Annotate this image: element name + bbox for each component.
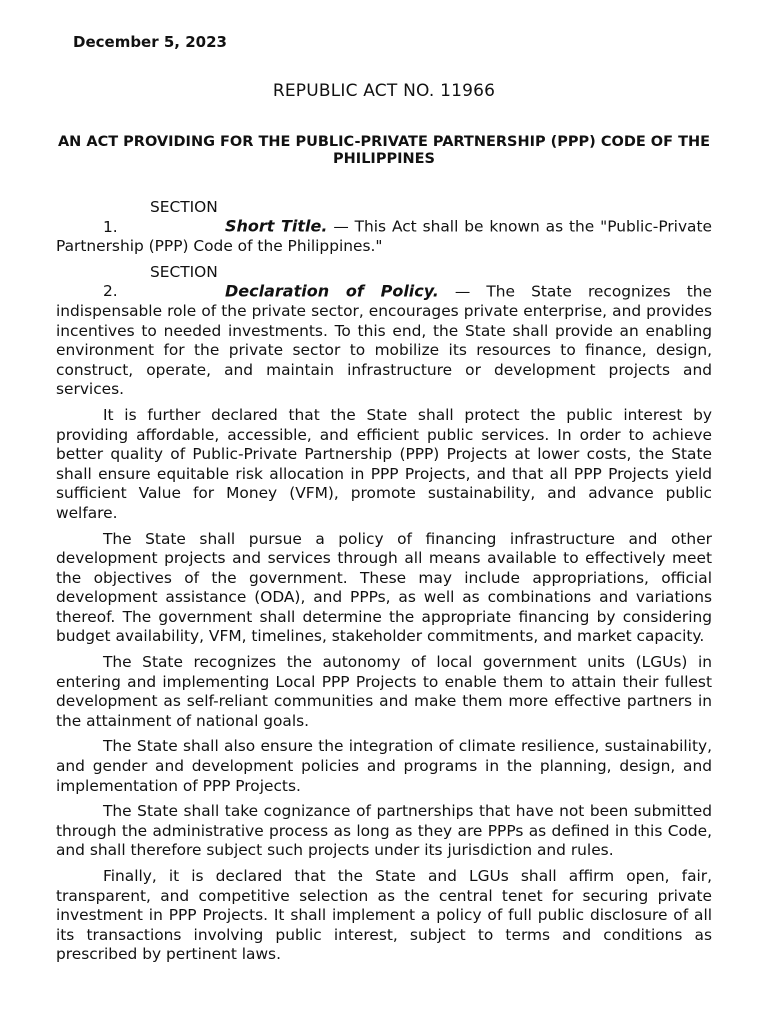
act-number: REPUBLIC ACT NO. 11966 xyxy=(272,81,496,101)
section-2-title: Declaration of Policy. xyxy=(225,281,439,301)
document-date: December 5, 2023 xyxy=(73,33,227,51)
section-1 xyxy=(56,198,712,257)
section-1-number: SECTION 1. xyxy=(103,198,218,236)
paragraph-5: The State shall take cognizance of partnerships that have not been submitted through the administrative process as long as they are PPPs as defined in this Code, and shall therefore subject such projects under its jurisdiction and rules. xyxy=(56,802,712,860)
section-2-text: — The State recognizes the indispensable role of the private sector, encourages private enterprise, and provides incentives to needed investments. To this end, the State shall provide an enabling environment for the private sector to mobilize its resources to finance, design, construct, operate, and maintain infrastructure or development projects and services. xyxy=(56,282,712,399)
document-body xyxy=(56,198,712,971)
paragraph-3: The State recognizes the autonomy of local government units (LGUs) in entering and implementing Local PPP Projects to enable them to attain their fullest development as self-reliant communities and make them more effective partners in the attainment of national goals. xyxy=(56,653,712,730)
section-2-number: SECTION 2. xyxy=(103,262,218,301)
paragraph-6: Finally, it is declared that the State and LGUs shall affirm open, fair, transparent, and competitive selection as the central tenet for securing private investment in PPP Projects. It shall implement a policy of full public disclosure of all its transactions involving public interest, subject to terms and conditions as prescribed by pertinent laws. xyxy=(56,867,712,964)
section-2 xyxy=(56,263,712,400)
section-1-title: Short Title. xyxy=(225,216,328,236)
act-title: AN ACT PROVIDING FOR THE PUBLIC-PRIVATE PARTNERSHIP (PPP) CODE OF THE PHILIPPINES xyxy=(57,134,711,167)
paragraph-2: The State shall pursue a policy of financing infrastructure and other development projects and services through all means available to effectively meet the objectives of the government. These may include appropriations, official development assistance (ODA), and PPPs, as well as combinations and variations thereof. The government shall determine the appropriate financing by considering budget availability, VFM, timelines, stakeholder commitments, and market capacity. xyxy=(56,529,712,646)
section-1-text: — This Act shall be known as the "Public-Private Partnership (PPP) Code of the Philippines." xyxy=(56,217,712,256)
paragraph-4: The State shall also ensure the integration of climate resilience, sustainability, and gender and development policies and programs in the planning, design, and implementation of PPP Projects. xyxy=(56,737,712,795)
paragraph-1: It is further declared that the State shall protect the public interest by providing affordable, accessible, and efficient public services. In order to achieve better quality of Public-Private Partnership (PPP) Projects at lower costs, the State shall ensure equitable risk allocation in PPP Projects, and that all PPP Projects yield sufficient Value for Money (VFM), promote sustainability, and advance public welfare. xyxy=(56,405,712,522)
